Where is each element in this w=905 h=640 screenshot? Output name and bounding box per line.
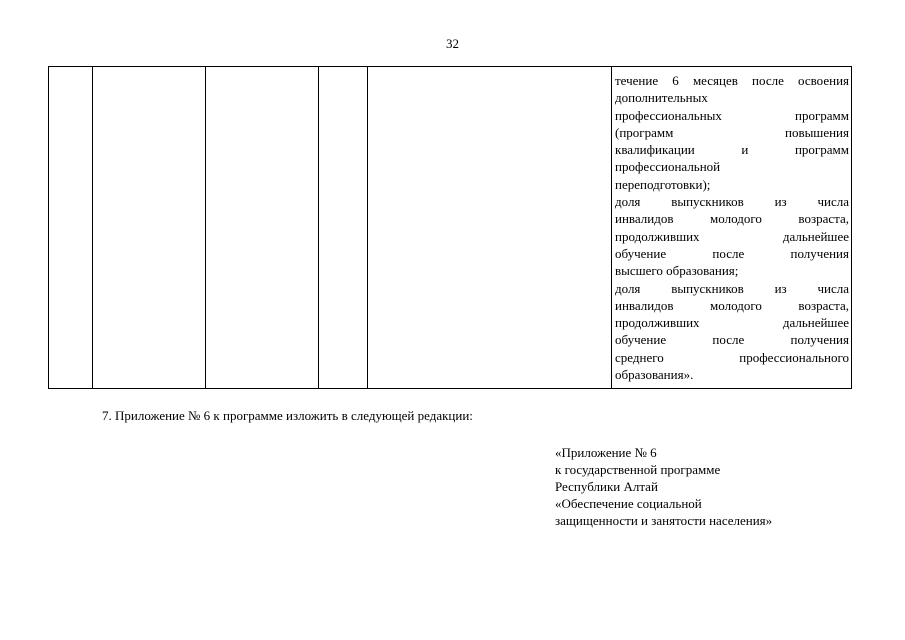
cell-text-line: дополнительных	[615, 90, 708, 106]
cell-text-line: квалификации и программ	[615, 142, 849, 158]
cell-text-line: инвалидов молодого возраста,	[615, 297, 849, 313]
table-cell-2	[93, 67, 206, 389]
cell-text-line: переподготовки);	[615, 176, 711, 192]
document-table	[48, 66, 852, 389]
cell-text-line: обучение после получения	[615, 332, 849, 348]
cell-text-line: доля выпускников из числа	[615, 280, 849, 296]
cell-text-line: продолживших дальнейшее	[615, 228, 849, 244]
cell-text-line: течение 6 месяцев после освоения	[615, 73, 849, 88]
page-number: 32	[446, 36, 459, 51]
cell-text-line: профессиональных программ	[615, 107, 849, 123]
table-cell-3	[206, 67, 319, 389]
table-cell-5	[368, 67, 612, 389]
cell-text-line: образования».	[615, 367, 694, 383]
amendment-paragraph: 7. Приложение № 6 к программе изложить в следующей редакции:	[102, 408, 473, 423]
cell-text-line: продолживших дальнейшее	[615, 315, 849, 331]
cell-text-line: обучение после получения	[615, 245, 849, 261]
table-cell-1	[49, 67, 93, 389]
cell-text-line: высшего образования;	[615, 263, 739, 279]
cell-text-line: (программ повышения	[615, 124, 849, 140]
cell-text-line: инвалидов молодого возраста,	[615, 211, 849, 227]
appendix-line: «Обеспечение социальной	[555, 496, 702, 511]
appendix-line: защищенности и занятости населения»	[555, 513, 773, 528]
appendix-header	[555, 444, 772, 529]
cell-text-line: профессиональной	[615, 159, 721, 175]
indicators-text	[612, 67, 851, 383]
table-row	[49, 67, 852, 389]
table-cell-4	[319, 67, 368, 389]
appendix-line: «Приложение № 6	[555, 445, 657, 460]
cell-text-line: среднего профессионального	[615, 349, 849, 365]
table-cell-indicators	[612, 67, 852, 389]
appendix-line: Республики Алтай	[555, 479, 658, 494]
appendix-line: к государственной программе	[555, 462, 721, 477]
cell-text-line: доля выпускников из числа	[615, 194, 849, 210]
